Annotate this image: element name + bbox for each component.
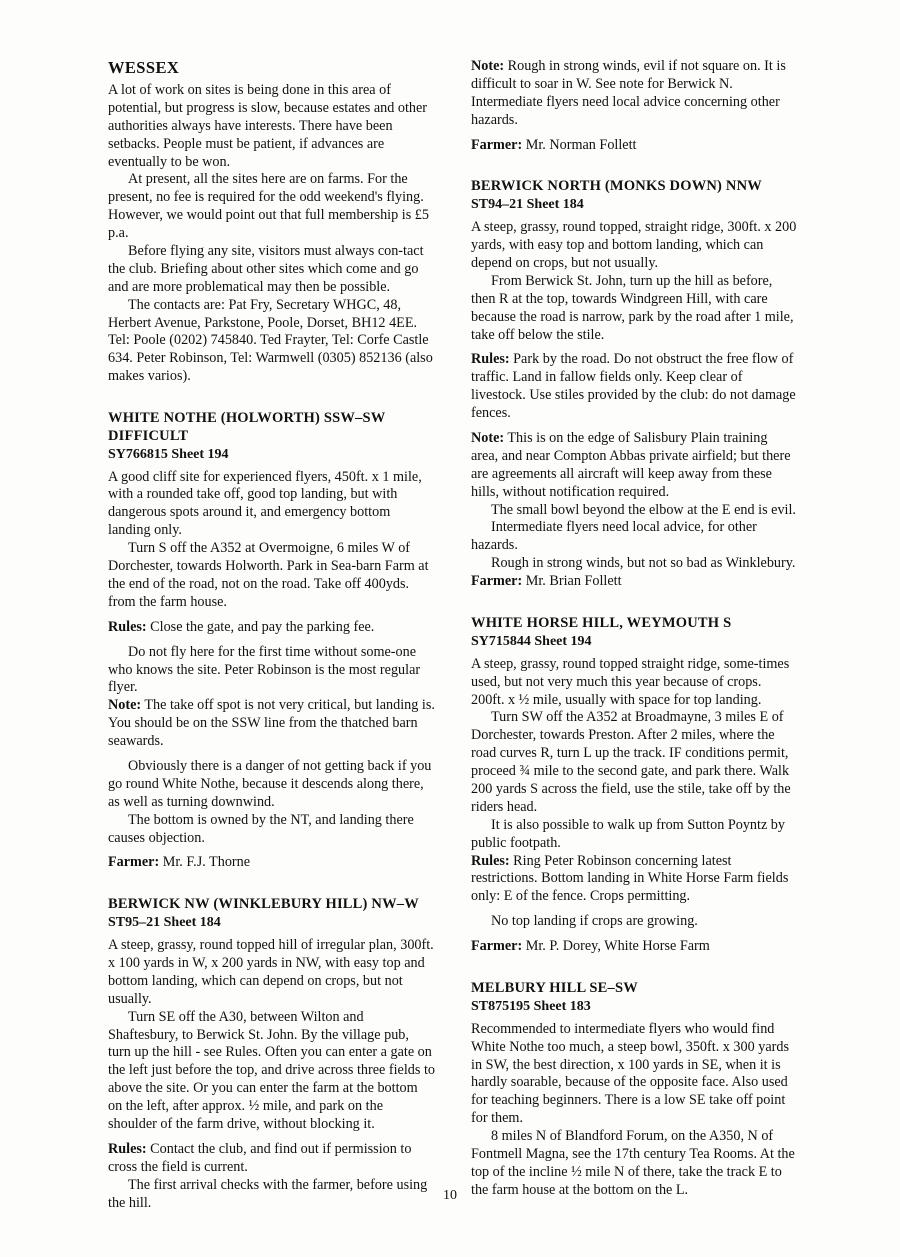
- paragraph: From Berwick St. John, turn up the hill as before, then R at the top, towards Windgreen Hill, with care because the road is narrow, park by the road after 1 mile, take off below the stile.: [471, 272, 794, 343]
- two-column-layout: [108, 58, 798, 1212]
- farmer-text: Mr. Brian Follett: [522, 573, 622, 590]
- site-rules: [471, 853, 798, 907]
- paragraph: Recommended to intermediate flyers who would find White Nothe too much, a steep bowl, 350ft. x 300 yards in SW, the best direction, x 100 yards in SE, when it is hardly soarable, because of the opposite face. Also used for teaching beginners. There is a low SE take off point for them.: [471, 1020, 789, 1127]
- paragraph: The contacts are: Pat Fry, Secretary WHGC, 48, Herbert Avenue, Parkstone, Poole, Dorset, BH12 4EE. Tel: Poole (0202) 745840. Ted Frayter, Tel: Corfe Castle 634. Peter Robinson, Tel: Warmwell (0305) 852136 (also makes varios).: [108, 296, 433, 385]
- note-text: The take off spot is not very critical, but landing is. You should be on the SSW line from the thatched barn seawards.: [108, 697, 435, 750]
- paragraph: A lot of work on sites is being done in this area of potential, but progress is slow, because estates and other authorities always have interests. There have been setbacks. People must be patient, if advances are eventually to be won.: [108, 82, 428, 170]
- paragraph: Intermediate flyers need local advice, for other hazards.: [471, 519, 757, 554]
- rules-label: Rules:: [108, 1140, 147, 1157]
- site-note: [471, 430, 798, 502]
- rules-text: Contact the club, and find out if permission to cross the field is current.: [108, 1140, 412, 1175]
- site-note: [471, 58, 798, 130]
- site-heading: MELBURY HILL SE–SW: [471, 980, 638, 997]
- paragraph: The first arrival checks with the farmer, before using the hill.: [108, 1176, 428, 1211]
- note-label: Note:: [471, 58, 505, 74]
- paragraph: At present, all the sites here are on farms. For the present, no fee is required for the odd weekend's flying. However, we would point out that full membership is £5 p.a.: [108, 171, 429, 242]
- farmer-text: Mr. Norman Follett: [522, 136, 637, 153]
- left-column: [108, 58, 435, 1212]
- site-farmer: [471, 137, 798, 155]
- site-entry: [471, 178, 798, 591]
- site-grid-reference: SY715844 Sheet 194: [471, 633, 592, 649]
- rules-label: Rules:: [471, 852, 510, 869]
- site-note: [108, 697, 435, 751]
- site-heading: BERWICK NW (WINKLEBURY HILL) NW–W: [108, 896, 419, 913]
- paragraph: Before flying any site, visitors must always con-tact the club. Briefing about other sites which come and go and are more problematical may then be possible.: [108, 243, 424, 295]
- site-grid-reference: ST94–21 Sheet 184: [471, 197, 584, 213]
- site-farmer: [471, 938, 798, 956]
- paragraph: Turn S off the A352 at Overmoigne, 6 miles W of Dorchester, towards Holworth. Park in Sea-barn Farm at the end of the road, not on the road. Take off 400yds. from the farm house.: [108, 540, 429, 610]
- paragraph: A good cliff site for experienced flyers, 450ft. x 1 mile, with a rounded take off, good top landing, but with dangerous spots around it, and emergency bottom landing only.: [108, 468, 422, 539]
- site-grid-reference: ST95–21 Sheet 184: [108, 914, 221, 930]
- farmer-label: Farmer:: [471, 573, 523, 590]
- farmer-text: Mr. F.J. Thorne: [159, 854, 251, 871]
- paragraph: Turn SW off the A352 at Broadmayne, 3 miles E of Dorchester, towards Preston. After 2 miles, where the road curves R, turn L up the track. IF conditions permit, proceed ¾ mile to the second gate, and park there. Walk 200 yards S across the field, use the stile, take off by the riders head.: [471, 709, 791, 815]
- site-entry: [471, 980, 798, 1200]
- paragraph: No top landing if crops are growing.: [491, 913, 698, 930]
- site-farmer: [471, 573, 798, 591]
- note-label: Note:: [108, 697, 142, 714]
- rules-text: Ring Peter Robinson concerning latest restrictions. Bottom landing in White Horse Farm fields only: E of the fence. Crops permitting.: [471, 852, 789, 905]
- site-heading: WHITE HORSE HILL, WEYMOUTH S: [471, 615, 732, 632]
- site-rules: [108, 1141, 435, 1177]
- rules-text: Park by the road. Do not obstruct the free flow of traffic. Land in fallow fields only. Keep clear of livestock. Use stiles provided by the club: do not damage fences.: [471, 351, 796, 422]
- right-column: [471, 58, 798, 1212]
- site-entry: [471, 615, 798, 956]
- site-farmer: [108, 854, 435, 872]
- paragraph: 8 miles N of Blandford Forum, on the A350, N of Fontmell Magna, see the 17th century Tea Rooms. At the top of the incline ½ mile N of there, take the track E to the farm house at the bottom on the L.: [471, 1128, 795, 1198]
- note-label: Note:: [471, 430, 505, 447]
- site-entry: [108, 896, 435, 1212]
- site-grid-reference: ST875195 Sheet 183: [471, 998, 591, 1014]
- page-title: WESSEX: [108, 58, 180, 77]
- rules-text: Close the gate, and pay the parking fee.: [146, 618, 375, 635]
- paragraph: A steep, grassy, round topped, straight ridge, 300ft. x 200 yards, with easy top and bottom landing, which can depend on crops, but not usually.: [471, 219, 797, 271]
- intro-paragraphs: [108, 82, 435, 386]
- page-number: 10: [443, 1188, 457, 1203]
- rules-label: Rules:: [108, 618, 147, 635]
- paragraph: Obviously there is a danger of not getting back if you go round White Nothe, because it descends along there, as well as turning downwind.: [108, 757, 432, 810]
- farmer-label: Farmer:: [471, 938, 523, 955]
- paragraph: The bottom is owned by the NT, and landing there causes objection.: [108, 811, 414, 846]
- paragraph: It is also possible to walk up from Sutton Poyntz by public footpath.: [471, 816, 785, 851]
- farmer-label: Farmer:: [108, 854, 160, 871]
- note-text: Rough in strong winds, evil if not square on. It is difficult to soar in W. See note for Berwick N. Intermediate flyers need local advice concerning other hazards.: [471, 58, 786, 128]
- farmer-text: Mr. P. Dorey, White Horse Farm: [522, 938, 710, 955]
- site-entry: [108, 410, 435, 872]
- site-heading: BERWICK NORTH (MONKS DOWN) NNW: [471, 178, 762, 195]
- site-rules: [471, 351, 798, 423]
- paragraph: Turn SE off the A30, between Wilton and Shaftesbury, to Berwick St. John. By the village pub, turn up the hill - see Rules. Often you can enter a gate on the left just before the top, and drive across three fields to above the site. Or you can enter the farm at the bottom on the left, after approx. ½ mile, and park on the shoulder of the farm drive, without blocking it.: [108, 1008, 435, 1132]
- paragraph: A steep, grassy, round topped straight ridge, some-times used, but not very much this year because of crops. 200ft. x ½ mile, usually with space for top landing.: [471, 655, 790, 708]
- site-grid-reference: SY766815 Sheet 194: [108, 446, 229, 462]
- site-heading: WHITE NOTHE (HOLWORTH) SSW–SW DIFFICULT: [108, 410, 386, 444]
- paragraph: Do not fly here for the first time without some-one who knows the site. Peter Robinson is the most regular flyer.: [108, 643, 421, 696]
- site-rules: [108, 619, 435, 637]
- paragraph: Rough in strong winds, but not so bad as Winklebury.: [491, 555, 796, 572]
- farmer-label: Farmer:: [471, 136, 523, 153]
- note-text: This is on the edge of Salisbury Plain training area, and near Compton Abbas private airfield; but there are agreements all aircraft will keep away from these hills, without notification required.: [471, 430, 791, 500]
- paragraph: The small bowl beyond the elbow at the E end is evil.: [491, 501, 796, 518]
- paragraph: A steep, grassy, round topped hill of irregular plan, 300ft. x 100 yards in W, x 200 yards in NW, with easy top and bottom landing, which can depend on crops, but not usually.: [108, 937, 434, 1007]
- rules-label: Rules:: [471, 351, 510, 368]
